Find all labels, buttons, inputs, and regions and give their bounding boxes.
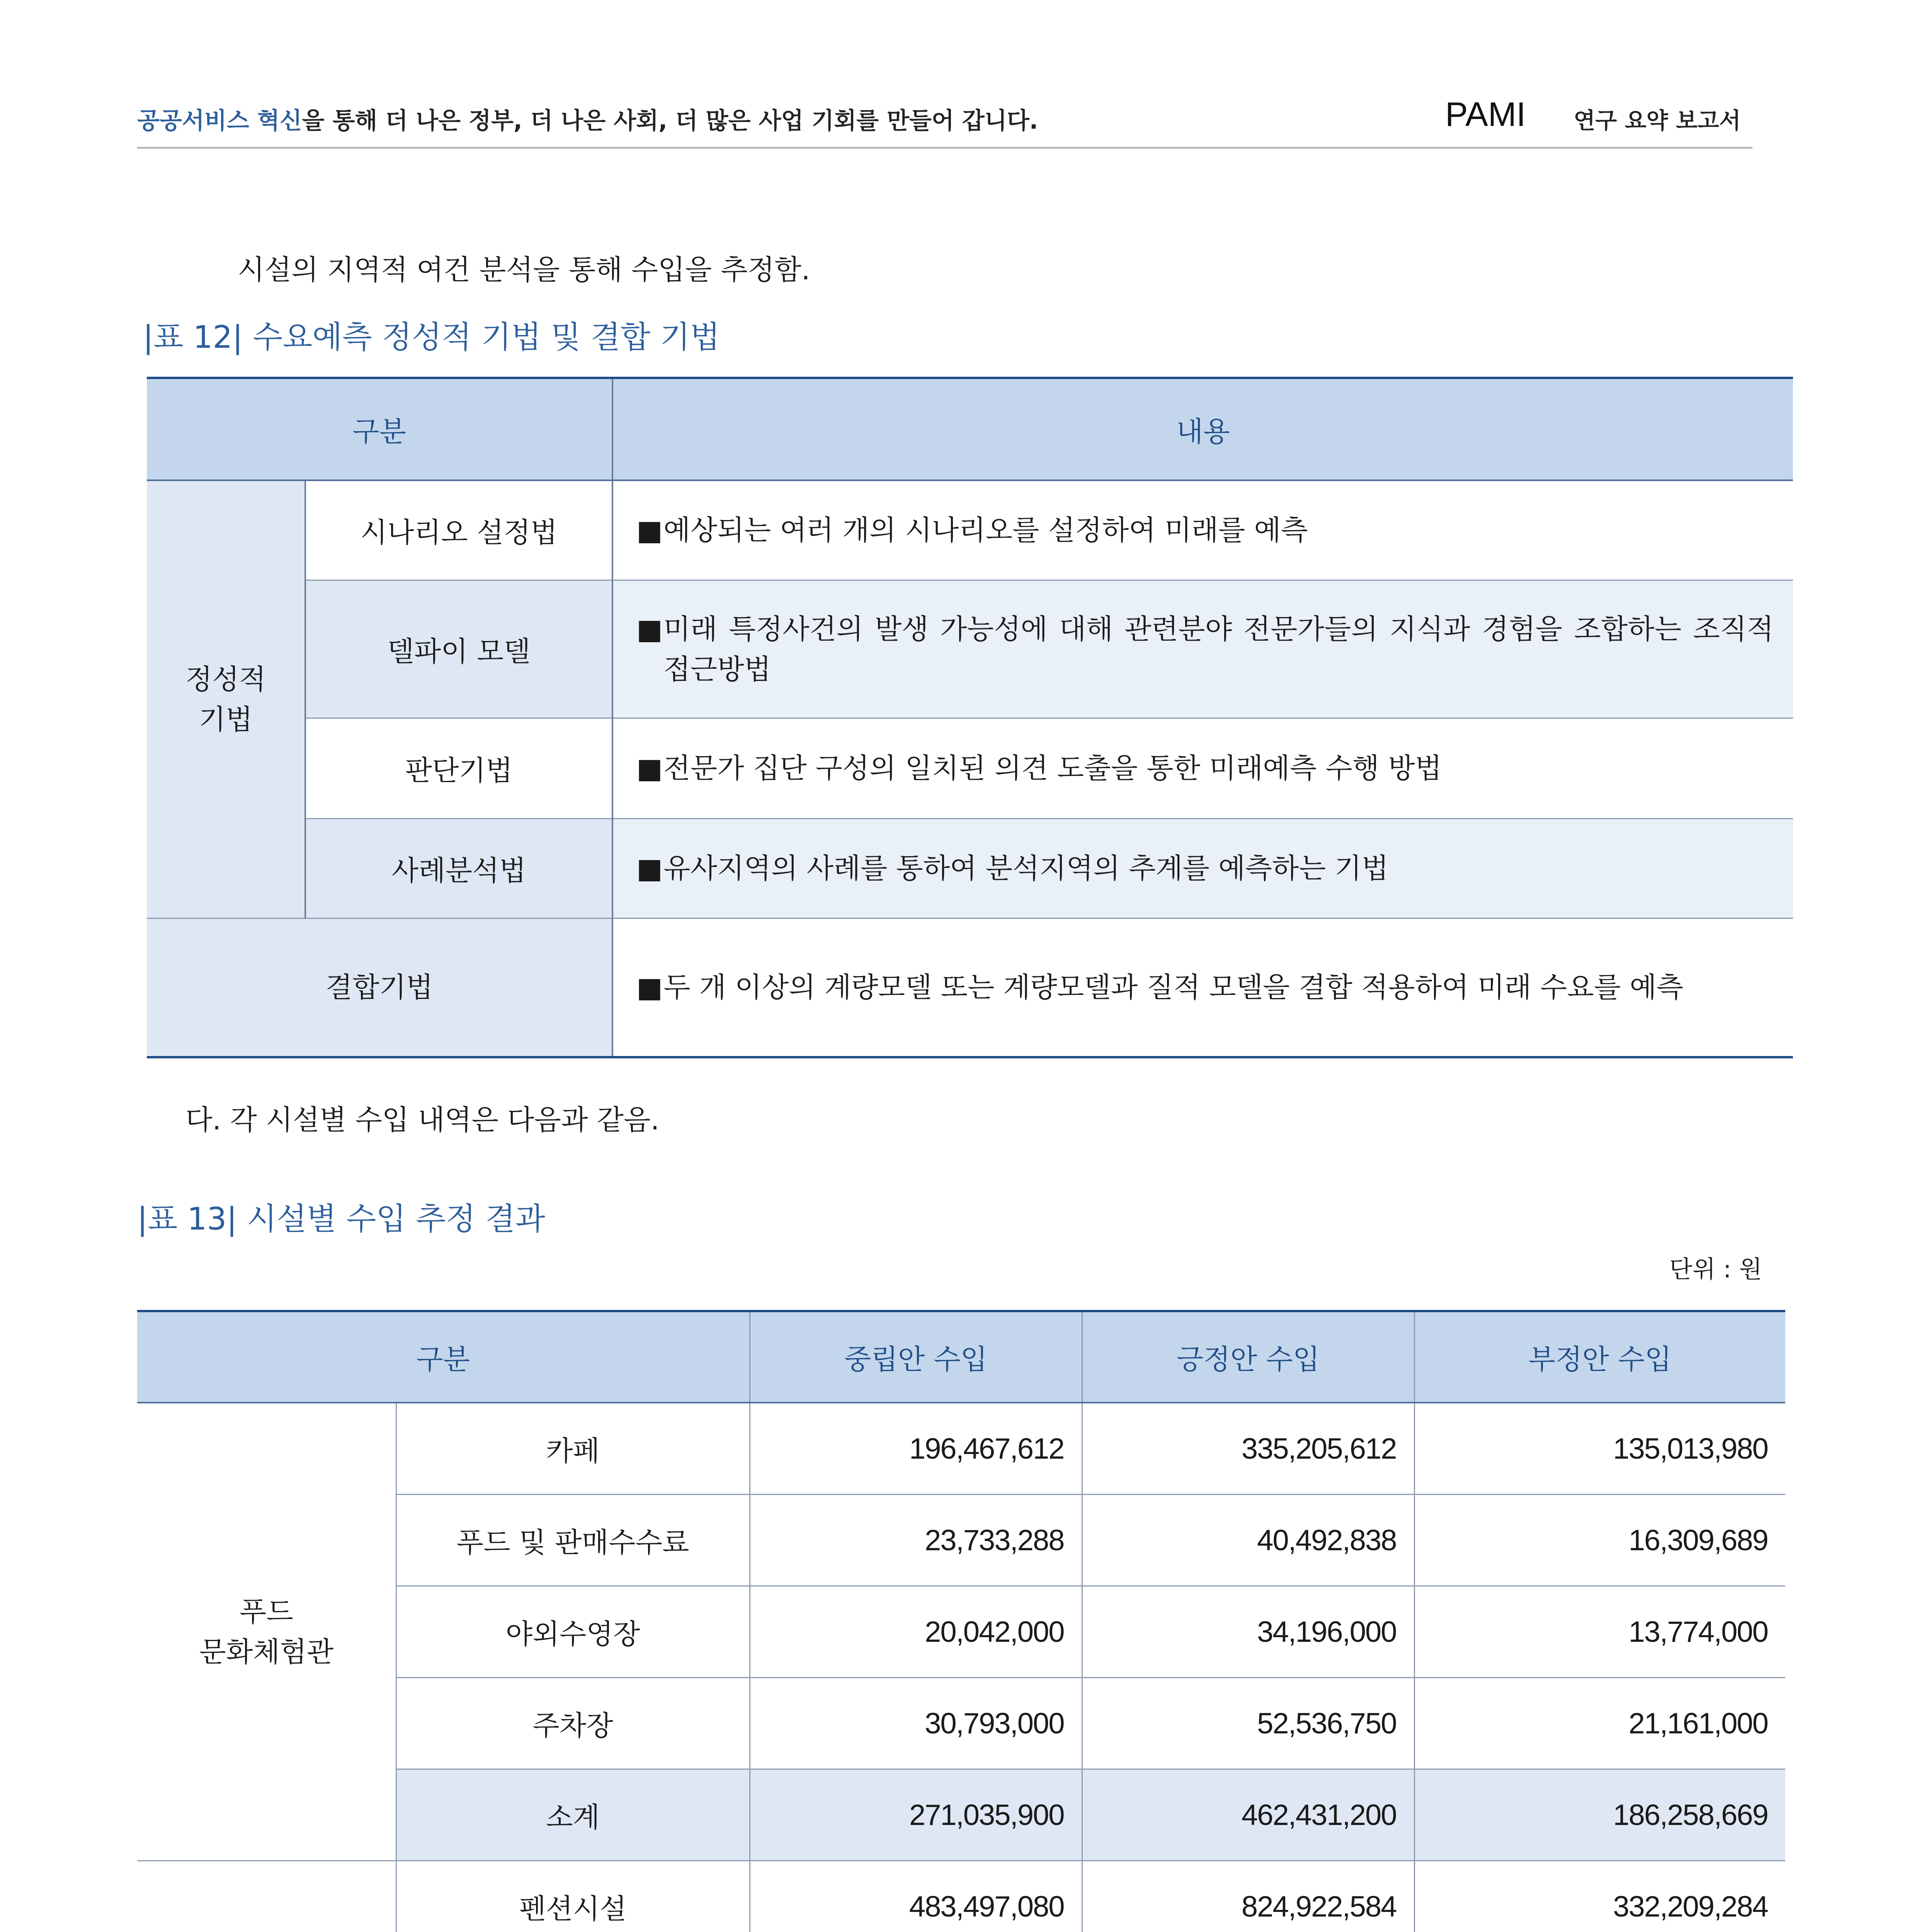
table13-neutral: 30,793,000 <box>750 1678 1082 1769</box>
table12-sub-label: 시나리오 설정법 <box>305 480 612 580</box>
table-row <box>147 818 1793 918</box>
table13-positive: 335,205,612 <box>1082 1403 1414 1495</box>
table12-sub-label: 델파이 모델 <box>305 580 612 718</box>
table13-header-category: 구분 <box>137 1311 750 1403</box>
intro-line: 시설의 지역적 여건 분석을 통해 수입을 추정함. <box>238 253 810 286</box>
table13-positive: 52,536,750 <box>1082 1678 1414 1769</box>
bullet-square-icon: ■ <box>636 752 663 784</box>
bullet-square-icon: ■ <box>636 514 663 547</box>
bullet-square-icon: ■ <box>636 971 663 1004</box>
table-row <box>147 480 1793 580</box>
table13-header-row <box>137 1311 1785 1403</box>
table13-negative: 13,774,000 <box>1414 1586 1785 1678</box>
table13-neutral: 23,733,288 <box>750 1495 1082 1586</box>
table13-neutral: 271,035,900 <box>750 1769 1082 1861</box>
table12-caption: |표 12| 수요예측 정성적 기법 및 결합 기법 <box>143 319 720 355</box>
table13-item: 소계 <box>396 1769 750 1861</box>
header-report-title: 연구 요약 보고서 <box>1573 107 1741 134</box>
table13-item: 푸드 및 판매수수료 <box>396 1495 750 1586</box>
header-slogan-rest: 을 통해 더 나은 정부, 더 나은 사회, 더 많은 사업 기회를 만들어 갑니다. <box>302 107 1038 134</box>
table13-group-food: 푸드 문화체험관 <box>137 1403 396 1861</box>
table12-content <box>612 718 1793 818</box>
table12-header-content: 내용 <box>612 378 1793 480</box>
table13-header-neutral: 중립안 수입 <box>750 1311 1082 1403</box>
table13-negative: 332,209,284 <box>1414 1861 1785 1932</box>
table13-neutral: 196,467,612 <box>750 1403 1082 1495</box>
table12-header-row <box>147 378 1793 480</box>
table13-neutral: 20,042,000 <box>750 1586 1082 1678</box>
page-header <box>137 93 1752 149</box>
table12-content-text: 예상되는 여러 개의 시나리오를 설정하여 미래를 예측 <box>663 514 1308 547</box>
table12-content <box>612 818 1793 918</box>
table13-positive: 34,196,000 <box>1082 1586 1414 1678</box>
header-slogan <box>137 102 1038 136</box>
header-slogan-accent: 공공서비스 혁신 <box>137 107 302 134</box>
table-row <box>137 1403 1785 1495</box>
table13 <box>137 1310 1785 1932</box>
table13-negative: 135,013,980 <box>1414 1403 1785 1495</box>
table13-unit: 단위 : 원 <box>1669 1255 1762 1283</box>
table13-positive: 824,922,584 <box>1082 1861 1414 1932</box>
table12-content <box>612 918 1793 1057</box>
table12 <box>147 377 1793 1058</box>
table13-group-lodging <box>137 1861 396 1932</box>
header-brand: PAMI <box>1445 95 1526 133</box>
table12-sub-label: 사례분석법 <box>305 818 612 918</box>
table12-combined-label: 결합기법 <box>147 918 612 1057</box>
table12-content-text: 미래 특정사건의 발생 가능성에 대해 관련분야 전문가들의 지식과 경험을 조합하는 조직적 접근방법 <box>663 612 1774 685</box>
table12-content-text: 전문가 집단 구성의 일치된 의견 도출을 통한 미래예측 수행 방법 <box>663 752 1442 784</box>
table12-content <box>612 580 1793 718</box>
table13-negative: 186,258,669 <box>1414 1769 1785 1861</box>
paragraph-da: 다. 각 시설별 수입 내역은 다음과 같음. <box>185 1104 660 1136</box>
table12-content-text: 유사지역의 사례를 통하여 분석지역의 추계를 예측하는 기법 <box>663 852 1389 884</box>
table12-content-text: 두 개 이상의 계량모델 또는 계량모델과 질적 모델을 결합 적용하여 미래 수요를 예측 <box>663 971 1684 1004</box>
table12-content <box>612 480 1793 580</box>
table13-negative: 16,309,689 <box>1414 1495 1785 1586</box>
table13-header-negative: 부정안 수입 <box>1414 1311 1785 1403</box>
table13-caption: |표 13| 시설별 수입 추정 결과 <box>137 1201 545 1237</box>
bullet-square-icon: ■ <box>636 852 663 884</box>
table-row <box>147 918 1793 1057</box>
bullet-square-icon: ■ <box>636 612 663 645</box>
table13-header-positive: 긍정안 수입 <box>1082 1311 1414 1403</box>
table13-item: 펜션시설 <box>396 1861 750 1932</box>
table12-group-qualitative: 정성적 기법 <box>147 480 305 918</box>
table12-sub-label: 판단기법 <box>305 718 612 818</box>
table12-header-category: 구분 <box>147 378 612 480</box>
table-row <box>147 718 1793 818</box>
table13-neutral: 483,497,080 <box>750 1861 1082 1932</box>
table13-item: 야외수영장 <box>396 1586 750 1678</box>
table-row <box>137 1861 1785 1932</box>
table13-item: 주차장 <box>396 1678 750 1769</box>
table13-negative: 21,161,000 <box>1414 1678 1785 1769</box>
table13-positive: 462,431,200 <box>1082 1769 1414 1861</box>
table13-positive: 40,492,838 <box>1082 1495 1414 1586</box>
table13-item: 카페 <box>396 1403 750 1495</box>
table-row <box>147 580 1793 718</box>
